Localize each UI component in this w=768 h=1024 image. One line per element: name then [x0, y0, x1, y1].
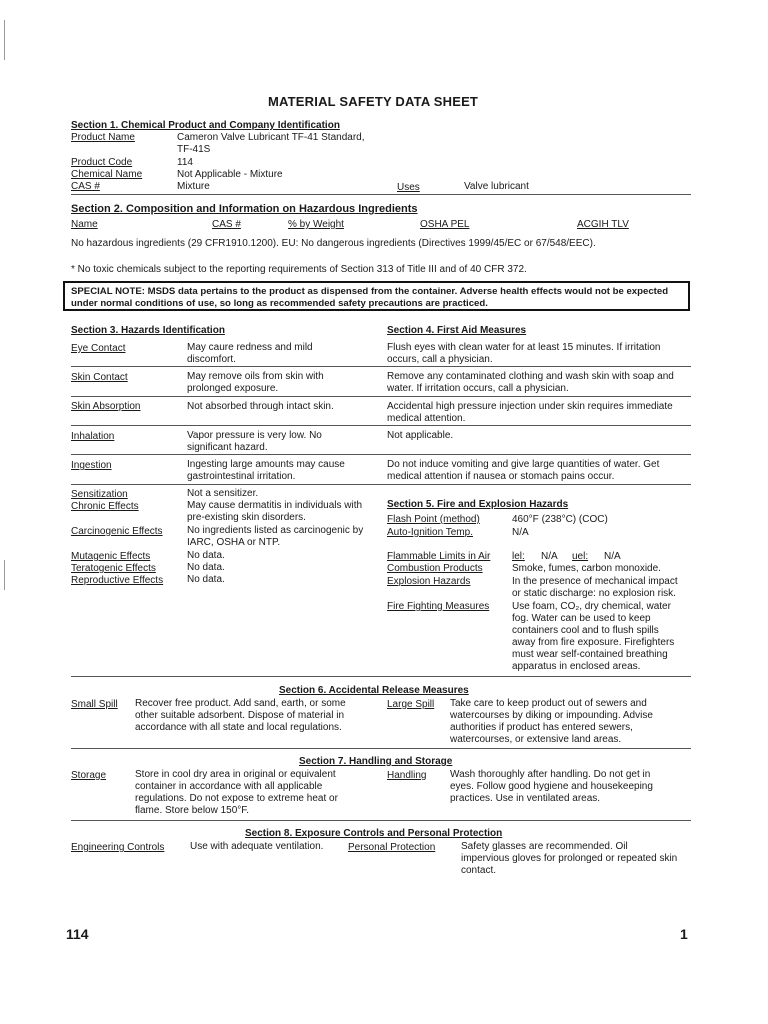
- large-spill-label: Large Spill: [387, 699, 435, 710]
- flammable-limits-label: Flammable Limits in Air: [387, 551, 491, 562]
- small-spill-value-cont: other suitable adsorbent. Dispose of material in: [135, 710, 345, 721]
- large-spill-value-cont: watercourses by diking or impounding. Advise: [450, 710, 653, 721]
- column-cas: CAS #: [212, 219, 241, 230]
- skin-absorption-hazard: Not absorbed through intact skin.: [187, 401, 334, 412]
- small-spill-label: Small Spill: [71, 699, 118, 710]
- chemical-name-label: Chemical Name: [71, 169, 143, 180]
- product-name-label: Product Name: [71, 132, 135, 143]
- product-code-value: 114: [177, 157, 193, 168]
- chronic-effects-value-cont: pre-existing skin disorders.: [187, 512, 306, 523]
- skin-absorption-first-aid: Accidental high pressure injection under skin requires immediate: [387, 401, 673, 412]
- section3-heading: Section 3. Hazards Identification: [71, 325, 225, 336]
- document-title: MATERIAL SAFETY DATA SHEET: [268, 94, 479, 109]
- chronic-effects-value: May cause dermatitis in individuals with: [187, 500, 363, 511]
- handling-value: Wash thoroughly after handling. Do not get in: [450, 769, 651, 780]
- skin-absorption-label: Skin Absorption: [71, 401, 141, 412]
- large-spill-value: Take care to keep product out of sewers and: [450, 698, 647, 709]
- auto-ignition-label: Auto-Ignition Temp.: [387, 527, 473, 538]
- scan-margin-mark: [4, 20, 5, 60]
- divider: [71, 194, 691, 195]
- divider: [71, 484, 691, 485]
- small-spill-value-cont: accordance with all state and local regulations.: [135, 722, 342, 733]
- personal-protection-value: Safety glasses are recommended. Oil: [461, 841, 628, 852]
- inhalation-hazard: Vapor pressure is very low. No: [187, 430, 322, 441]
- fire-fighting-value: Use foam, CO₂, dry chemical, water: [512, 601, 671, 612]
- column-acgih-tlv: ACGIH TLV: [577, 219, 629, 230]
- skin-contact-first-aid-cont: water. If irritation occurs, call a physician.: [387, 383, 569, 394]
- column-percent-weight: % by Weight: [288, 219, 344, 230]
- ingestion-hazard-cont: gastrointestinal irritation.: [187, 471, 296, 482]
- fire-fighting-value-cont: containers cool and to flush spills: [512, 625, 659, 636]
- product-code-label: Product Code: [71, 157, 133, 168]
- fire-fighting-label: Fire Fighting Measures: [387, 601, 490, 612]
- teratogenic-effects-value: No data.: [187, 562, 225, 573]
- eye-contact-hazard: May caure redness and mild: [187, 342, 313, 353]
- skin-contact-hazard: May remove oils from skin with: [187, 371, 324, 382]
- section8-heading: Section 8. Exposure Controls and Personal Protection: [245, 828, 503, 839]
- scan-margin-mark: [4, 560, 5, 590]
- product-name-value-cont: TF-41S: [177, 144, 211, 155]
- sensitization-value: Not a sensitizer.: [187, 488, 259, 499]
- chronic-effects-label: Chronic Effects: [71, 501, 139, 512]
- divider: [71, 366, 691, 367]
- inhalation-first-aid: Not applicable.: [387, 430, 454, 441]
- inhalation-label: Inhalation: [71, 431, 115, 442]
- flash-point-value: 460°F (238°C) (COC): [512, 514, 608, 525]
- mutagenic-effects-label: Mutagenic Effects: [71, 551, 151, 562]
- skin-contact-first-aid: Remove any contaminated clothing and wash skin with soap and: [387, 371, 674, 382]
- ingestion-label: Ingestion: [71, 460, 112, 471]
- uses-value: Valve lubricant: [464, 181, 529, 192]
- eye-contact-first-aid-cont: occurs, call a physician.: [387, 354, 493, 365]
- eye-contact-label: Eye Contact: [71, 343, 126, 354]
- personal-protection-value-cont: contact.: [461, 865, 497, 876]
- auto-ignition-value: N/A: [512, 527, 529, 538]
- divider: [71, 425, 691, 426]
- handling-value-cont: eyes. Follow good hygiene and housekeeping: [450, 781, 653, 792]
- explosion-hazards-value: In the presence of mechanical impact: [512, 576, 678, 587]
- carcinogenic-effects-value-cont: IARC, OSHA or NTP.: [187, 537, 281, 548]
- footer-product-code: 114: [66, 926, 89, 942]
- ingestion-first-aid-cont: medical attention if nausea or stomach pains occur.: [387, 471, 615, 482]
- section2-heading: Section 2. Composition and Information on Hazardous Ingredients: [71, 203, 418, 215]
- storage-value-cont: flame. Store below 150°F.: [135, 805, 250, 816]
- handling-value-cont: practices. Use in ventilated areas.: [450, 793, 601, 804]
- section1-heading: Section 1. Chemical Product and Company Identification: [71, 120, 340, 131]
- personal-protection-value-cont: impervious gloves for prolonged or repeated skin: [461, 853, 678, 864]
- inhalation-hazard-cont: significant hazard.: [187, 442, 268, 453]
- lel-value: N/A: [541, 551, 558, 562]
- reproductive-effects-label: Reproductive Effects: [71, 575, 164, 586]
- storage-value-cont: regulations. Do not expose to extreme heat or: [135, 793, 338, 804]
- fire-fighting-value-cont: away from fire exposure. Firefighters: [512, 637, 675, 648]
- skin-contact-hazard-cont: prolonged exposure.: [187, 383, 279, 394]
- explosion-hazards-label: Explosion Hazards: [387, 576, 471, 587]
- personal-protection-label: Personal Protection: [348, 842, 436, 853]
- ingestion-first-aid: Do not induce vomiting and give large quantities of water. Get: [387, 459, 660, 470]
- storage-value-cont: container in accordance with all applicable: [135, 781, 323, 792]
- combustion-products-label: Combustion Products: [387, 563, 483, 574]
- storage-value: Store in cool dry area in original or equivalent: [135, 769, 336, 780]
- large-spill-value-cont: watercourses, or extensive land areas.: [450, 734, 622, 745]
- uel-label: uel:: [572, 551, 589, 562]
- mutagenic-effects-value: No data.: [187, 550, 225, 561]
- engineering-controls-label: Engineering Controls: [71, 842, 165, 853]
- carcinogenic-effects-label: Carcinogenic Effects: [71, 526, 163, 537]
- large-spill-value-cont: authorities if product has entered sewers,: [450, 722, 633, 733]
- divider: [71, 748, 691, 749]
- section5-heading: Section 5. Fire and Explosion Hazards: [387, 499, 569, 510]
- reproductive-effects-value: No data.: [187, 574, 225, 585]
- divider: [71, 820, 691, 821]
- skin-absorption-first-aid-cont: medical attention.: [387, 413, 466, 424]
- eye-contact-first-aid: Flush eyes with clean water for at least 15 minutes. If irritation: [387, 342, 661, 353]
- sensitization-label: Sensitization: [71, 489, 128, 500]
- fire-fighting-value-cont: must wear self-contained breathing: [512, 649, 668, 660]
- page-number: 1: [680, 926, 688, 942]
- hazard-note: No hazardous ingredients (29 CFR1910.1200). EU: No dangerous ingredients (Directives 1999/45/EC or 67/548/EEC).: [71, 238, 596, 249]
- explosion-hazards-value-cont: or static discharge: no explosion risk.: [512, 588, 676, 599]
- carcinogenic-effects-value: No ingredients listed as carcinogenic by: [187, 525, 364, 536]
- lel-label: lel:: [512, 551, 525, 562]
- column-osha-pel: OSHA PEL: [420, 219, 470, 230]
- divider: [71, 454, 691, 455]
- fire-fighting-value-cont: fog. Water can be used to keep: [512, 613, 651, 624]
- flash-point-label: Flash Point (method): [387, 514, 480, 525]
- fire-fighting-value-cont: apparatus in enclosed areas.: [512, 661, 641, 672]
- toxic-chemicals-note: * No toxic chemicals subject to the reporting requirements of Section 313 of Title III and of 40 CFR 372.: [71, 264, 527, 275]
- section6-heading: Section 6. Accidental Release Measures: [279, 685, 469, 696]
- cas-value: Mixture: [177, 181, 210, 192]
- skin-contact-label: Skin Contact: [71, 372, 128, 383]
- divider: [71, 676, 691, 677]
- engineering-controls-value: Use with adequate ventilation.: [190, 841, 324, 852]
- teratogenic-effects-label: Teratogenic Effects: [71, 563, 156, 574]
- eye-contact-hazard-cont: discomfort.: [187, 354, 236, 365]
- section7-heading: Section 7. Handling and Storage: [299, 756, 453, 767]
- uses-label: Uses: [397, 182, 420, 193]
- small-spill-value: Recover free product. Add sand, earth, or some: [135, 698, 346, 709]
- cas-label: CAS #: [71, 181, 100, 192]
- ingestion-hazard: Ingesting large amounts may cause: [187, 459, 345, 470]
- storage-label: Storage: [71, 770, 107, 781]
- chemical-name-value: Not Applicable - Mixture: [177, 169, 283, 180]
- uel-value: N/A: [604, 551, 621, 562]
- section4-heading: Section 4. First Aid Measures: [387, 325, 527, 336]
- product-name-value: Cameron Valve Lubricant TF-41 Standard,: [177, 132, 365, 143]
- column-name: Name: [71, 219, 98, 230]
- combustion-products-value: Smoke, fumes, carbon monoxide.: [512, 563, 661, 574]
- handling-label: Handling: [387, 770, 427, 781]
- divider: [71, 396, 691, 397]
- special-note-box: SPECIAL NOTE: MSDS data pertains to the product as dispensed from the container. Adverse health effects would not be expected under normal conditions of use, so long as recommended safety precautions are practiced.: [63, 281, 690, 311]
